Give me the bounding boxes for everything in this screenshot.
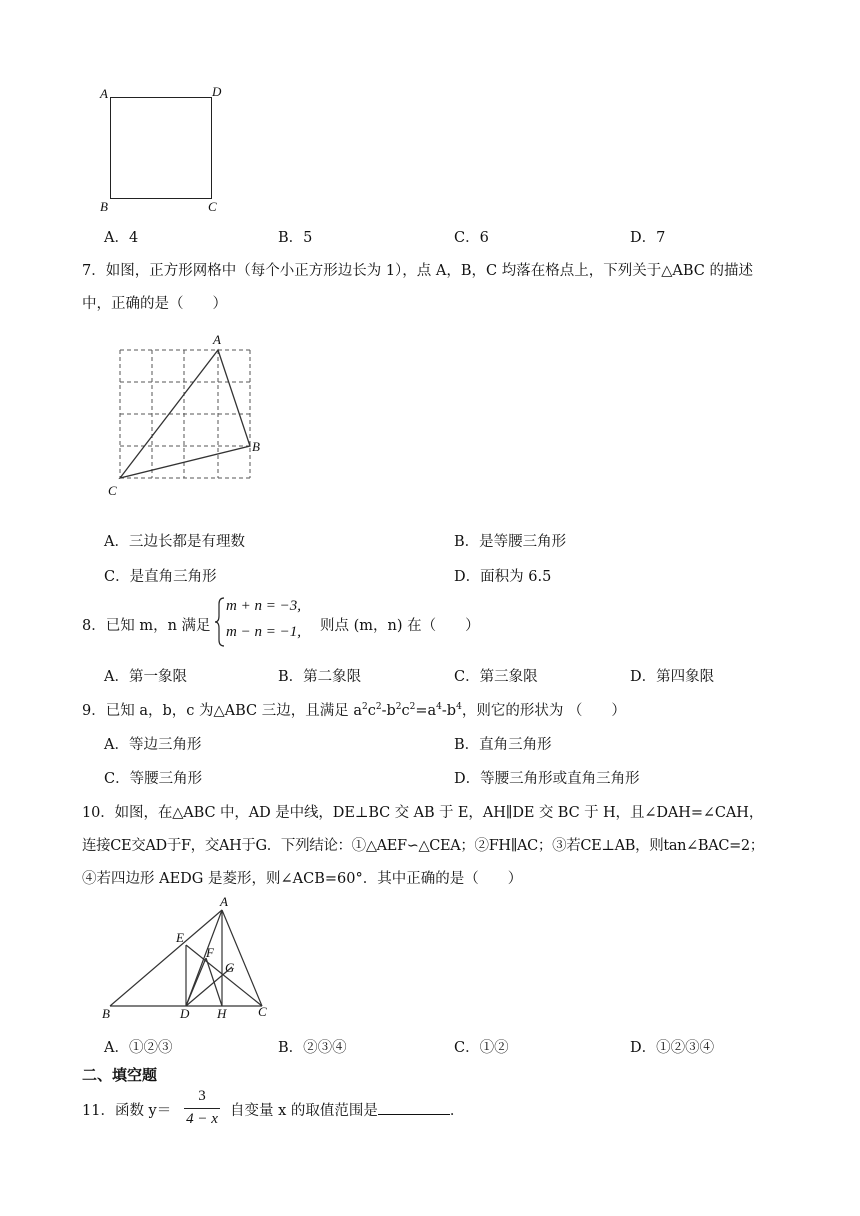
q6-option-b[interactable]: B．5 [278,230,313,246]
point-c: C [258,1004,267,1019]
point-d: D [180,1006,190,1021]
q8-option-c[interactable]: C．第三象限 [454,669,538,685]
vertex-b: B [100,199,108,214]
fraction-numerator: 3 [198,1088,206,1104]
vertex-a: A [213,332,221,347]
point-h: H [217,1006,227,1021]
q6-option-c[interactable]: C．6 [454,230,489,246]
q9-stem: 9．已知 a，b，c 为△ABC 三边，且满足 $a^2c^2-b^2c^2=a^4-b^4$，则它的形状为 （ ） [82,702,626,719]
point-a: A [220,894,228,909]
q7-option-b[interactable]: B．是等腰三角形 [454,534,567,550]
point-b: B [102,1006,110,1021]
q6-option-a[interactable]: A．4 [104,230,139,246]
q10-option-a[interactable]: A．①②③ [104,1040,173,1056]
q10-figure [96,894,286,1028]
vertex-d: D [212,84,222,99]
fraction-denominator: 4 − x [186,1111,218,1127]
q8-option-b[interactable]: B．第二象限 [278,669,362,685]
q10-stem-line2: 连接CE交AD于F，交AH于G．下列结论：①△AEF∽△CEA；②FH∥AC；③若CE⊥AB，则tan∠BAC=2； [82,838,764,854]
q7-option-c[interactable]: C．是直角三角形 [104,569,217,585]
answer-blank[interactable] [378,1100,450,1115]
vertex-c: C [208,199,217,214]
q8-stem-suffix: 则点 (m，n) 在（ ） [320,618,480,634]
q8-option-d[interactable]: D．第四象限 [630,669,715,685]
point-e: E [176,930,184,945]
q8-option-a[interactable]: A．第一象限 [104,669,187,685]
q7-option-d[interactable]: D．面积为 6.5 [454,569,552,585]
q10-option-b[interactable]: B．②③④ [278,1040,347,1056]
point-f: F [206,945,214,960]
q8-equation-2: m − n = −1, [226,624,301,640]
q9-option-b[interactable]: B．直角三角形 [454,737,552,753]
q8-stem-prefix: 8．已知 m，n 满足 [82,618,211,634]
q9-option-a[interactable]: A．等边三角形 [104,737,202,753]
q11-suffix: 自变量 x 的取值范围是 ． [230,1099,464,1120]
q10-stem-line1: 10．如图，在△ABC 中，AD 是中线，DE⊥BC 交 AB 于 E，AH∥DE 交 BC 于 H，且∠DAH=∠CAH， [82,805,764,821]
grid-triangle-diagram [100,330,270,505]
q10-option-c[interactable]: C．①② [454,1040,509,1056]
brace-icon [214,596,226,648]
q10-option-d[interactable]: D．①②③④ [630,1040,715,1056]
q9-option-d[interactable]: D．等腰三角形或直角三角形 [454,771,640,787]
vertex-b: B [252,439,260,454]
section-heading: 二、填空题 [82,1066,158,1084]
q10-stem-line3: ④若四边形 AEDG 是菱形，则∠ACB=60°．其中正确的是（ ） [82,871,523,887]
q7-stem-line2: 中，正确的是（ ） [82,296,227,312]
q8-equation-1: m + n = −3, [226,598,301,614]
q6-figure [96,84,226,214]
q9-option-c[interactable]: C．等腰三角形 [104,771,203,787]
q11-fraction [182,1086,222,1134]
vertex-a: A [100,86,108,101]
vertex-c: C [108,483,117,498]
q7-stem-line1: 7．如图，正方形网格中（每个小正方形边长为 1），点 A，B，C 均落在格点上，下列关于△ABC 的描述 [82,263,753,279]
q6-option-d[interactable]: D．7 [630,230,666,246]
q7-option-a[interactable]: A．三边长都是有理数 [104,534,245,550]
q11-prefix: 11．函数 y＝ [82,1103,172,1119]
point-g: G [225,960,235,975]
q7-figure [100,330,270,505]
square [110,97,212,199]
